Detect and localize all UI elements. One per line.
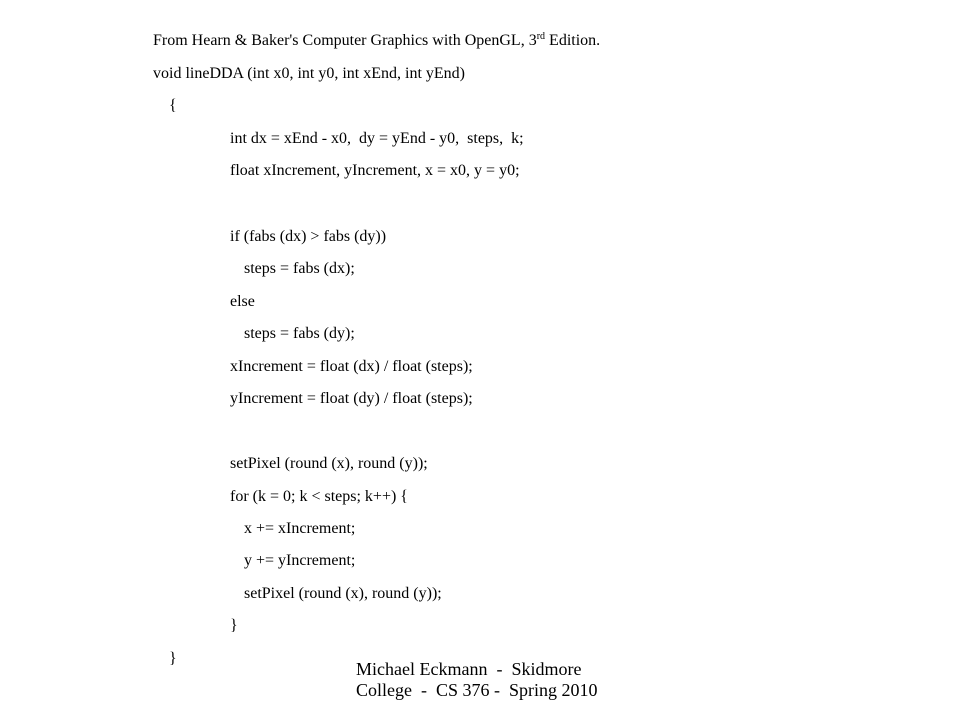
code-line: steps = fabs (dx); (244, 260, 355, 277)
code-line: setPixel (round (x), round (y)); (230, 455, 428, 472)
footer-line-2: College - CS 376 - Spring 2010 (356, 680, 598, 700)
code-line: steps = fabs (dy); (244, 325, 355, 342)
citation-text: From Hearn & Baker's Computer Graphics with OpenGL, 3 (153, 32, 537, 49)
code-line: if (fabs (dx) > fabs (dy)) (230, 228, 387, 245)
function-signature: void lineDDA (int x0, int y0, int xEnd, int yEnd) (153, 65, 465, 82)
source-citation (153, 31, 600, 51)
code-line: x += xIncrement; (244, 520, 356, 537)
code-line: setPixel (round (x), round (y)); (244, 585, 442, 602)
code-line: float xIncrement, yIncrement, x = x0, y = y0; (230, 162, 520, 179)
slide-footer (356, 659, 636, 701)
code-line: else (230, 293, 255, 310)
code-line: for (k = 0; k < steps; k++) { (230, 488, 408, 505)
footer-line-1: Michael Eckmann - Skidmore (356, 659, 582, 679)
open-brace: { (169, 97, 177, 114)
code-line: int dx = xEnd - x0, dy = yEnd - y0, steps, k; (230, 130, 524, 147)
code-line: yIncrement = float (dy) / float (steps); (230, 390, 473, 407)
citation-superscript: rd (536, 31, 546, 42)
code-line: y += yIncrement; (244, 552, 356, 569)
close-brace: } (169, 650, 177, 667)
code-line: } (230, 617, 238, 634)
citation-suffix: Edition. (545, 32, 601, 49)
code-line: xIncrement = float (dx) / float (steps); (230, 358, 473, 375)
